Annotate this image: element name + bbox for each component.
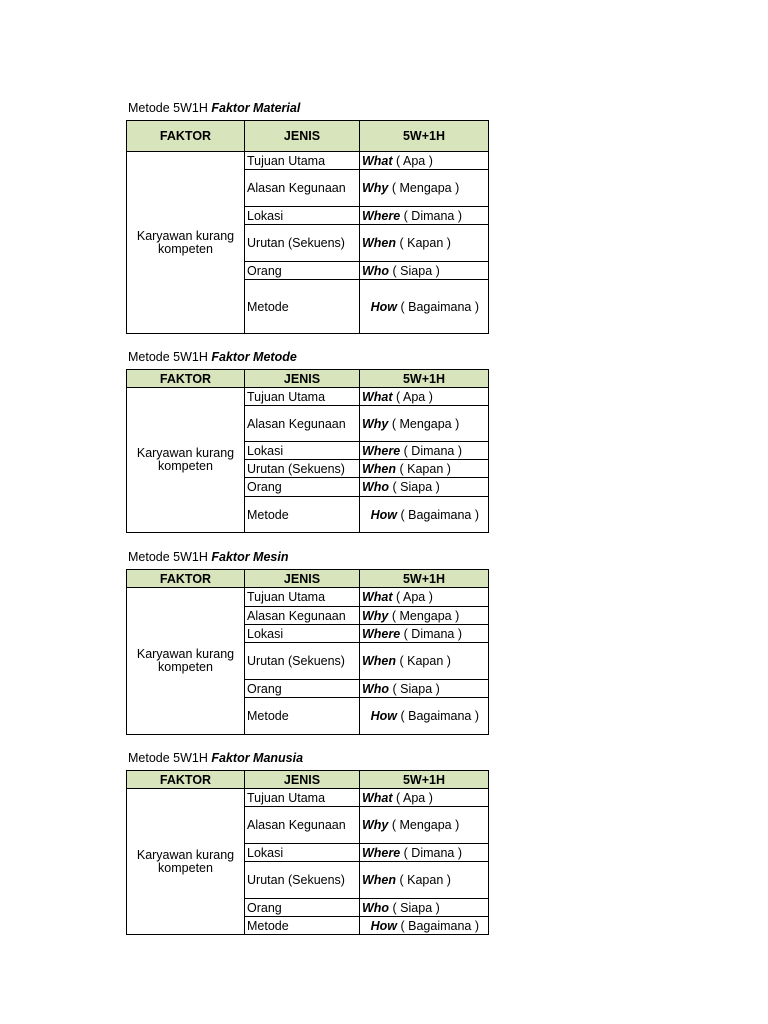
jenis-cell: Metode [245, 280, 360, 334]
header-jenis: JENIS [245, 570, 360, 588]
faktor-cell: Karyawan kurang kompeten [127, 388, 245, 533]
question-word: When [362, 236, 397, 250]
question-word: Where [362, 626, 401, 641]
question-meaning: ( Bagaimana ) [397, 507, 479, 522]
question-cell [360, 170, 489, 207]
question-cell [360, 625, 489, 643]
question-word: When [362, 654, 397, 668]
jenis-cell: Orang [245, 680, 360, 698]
question-meaning: ( Apa ) [392, 790, 433, 805]
section-title [128, 101, 300, 115]
question-word: What [362, 790, 393, 805]
header-jenis: JENIS [245, 771, 360, 789]
question-word: Why [362, 608, 389, 623]
question-word: How [370, 507, 398, 522]
question-word: How [370, 709, 398, 723]
question-meaning: ( Bagaimana ) [397, 918, 479, 933]
question-cell [360, 698, 489, 735]
table-5w1h [126, 770, 489, 935]
faktor-cell: Karyawan kurang kompeten [127, 789, 245, 935]
jenis-cell: Urutan (Sekuens) [245, 225, 360, 262]
faktor-cell: Karyawan kurang kompeten [127, 588, 245, 735]
question-cell [360, 225, 489, 262]
question-meaning: ( Mengapa ) [388, 416, 460, 431]
question-meaning: ( Kapan ) [396, 654, 451, 668]
header-5w1h: 5W+1H [360, 771, 489, 789]
question-word: Why [362, 818, 389, 832]
question-meaning: ( Kapan ) [396, 873, 451, 887]
title-prefix: Metode 5W1H [128, 101, 212, 115]
question-meaning: ( Siapa ) [389, 900, 440, 915]
question-meaning: ( Mengapa ) [388, 181, 460, 195]
jenis-cell: Tujuan Utama [245, 152, 360, 170]
table-5w1h [126, 120, 489, 334]
question-meaning: ( Siapa ) [389, 681, 440, 696]
question-meaning: ( Dimana ) [400, 626, 463, 641]
table-5w1h [126, 569, 489, 735]
title-emphasis: Faktor Metode [211, 350, 297, 364]
header-5w1h: 5W+1H [360, 570, 489, 588]
question-meaning: ( Mengapa ) [388, 818, 460, 832]
question-cell [360, 643, 489, 680]
question-cell [360, 388, 489, 406]
header-5w1h: 5W+1H [360, 370, 489, 388]
question-meaning: ( Apa ) [392, 590, 433, 604]
question-meaning: ( Apa ) [392, 153, 433, 168]
jenis-cell: Metode [245, 497, 360, 533]
question-cell [360, 789, 489, 807]
jenis-cell: Tujuan Utama [245, 388, 360, 406]
question-cell [360, 478, 489, 497]
jenis-cell: Lokasi [245, 442, 360, 460]
question-cell [360, 862, 489, 899]
question-meaning: ( Kapan ) [396, 236, 451, 250]
question-word: Who [362, 480, 390, 494]
jenis-cell: Urutan (Sekuens) [245, 862, 360, 899]
header-faktor: FAKTOR [127, 771, 245, 789]
table-row [127, 789, 489, 807]
question-meaning: ( Dimana ) [400, 845, 463, 860]
question-word: Where [362, 443, 401, 458]
jenis-cell: Tujuan Utama [245, 588, 360, 607]
jenis-cell: Orang [245, 478, 360, 497]
question-meaning: ( Siapa ) [389, 263, 440, 278]
question-cell [360, 680, 489, 698]
title-prefix: Metode 5W1H [128, 550, 212, 564]
question-meaning: ( Dimana ) [400, 443, 463, 458]
title-emphasis: Faktor Manusia [211, 751, 304, 765]
question-cell [360, 917, 489, 935]
table-row [127, 388, 489, 406]
jenis-cell: Alasan Kegunaan [245, 406, 360, 442]
question-cell [360, 442, 489, 460]
question-cell [360, 899, 489, 917]
question-cell [360, 262, 489, 280]
question-meaning: ( Bagaimana ) [397, 709, 479, 723]
jenis-cell: Metode [245, 917, 360, 935]
question-cell [360, 807, 489, 844]
jenis-cell: Metode [245, 698, 360, 735]
section-title [128, 751, 303, 765]
question-word: What [362, 590, 393, 604]
title-prefix: Metode 5W1H [128, 350, 212, 364]
question-cell [360, 207, 489, 225]
jenis-cell: Lokasi [245, 844, 360, 862]
question-word: Why [362, 416, 389, 431]
faktor-cell: Karyawan kurang kompeten [127, 152, 245, 334]
question-word: Who [362, 263, 390, 278]
title-emphasis: Faktor Mesin [211, 550, 289, 564]
header-jenis: JENIS [245, 121, 360, 152]
question-meaning: ( Mengapa ) [388, 608, 460, 623]
question-word: What [362, 153, 393, 168]
jenis-cell: Urutan (Sekuens) [245, 460, 360, 478]
table-row [127, 588, 489, 607]
question-cell [360, 607, 489, 625]
question-word: When [362, 461, 397, 476]
question-cell [360, 844, 489, 862]
question-cell [360, 588, 489, 607]
question-word: Who [362, 900, 390, 915]
jenis-cell: Urutan (Sekuens) [245, 643, 360, 680]
question-word: Where [362, 845, 401, 860]
table-row [127, 152, 489, 170]
question-meaning: ( Apa ) [392, 389, 433, 404]
header-faktor: FAKTOR [127, 370, 245, 388]
question-meaning: ( Bagaimana ) [397, 299, 479, 314]
question-cell [360, 497, 489, 533]
header-5w1h: 5W+1H [360, 121, 489, 152]
question-word: What [362, 389, 393, 404]
question-cell [360, 460, 489, 478]
title-prefix: Metode 5W1H [128, 751, 212, 765]
jenis-cell: Alasan Kegunaan [245, 607, 360, 625]
title-emphasis: Faktor Material [211, 101, 301, 115]
jenis-cell: Tujuan Utama [245, 789, 360, 807]
jenis-cell: Orang [245, 262, 360, 280]
question-meaning: ( Dimana ) [400, 208, 463, 223]
question-word: Who [362, 681, 390, 696]
header-faktor: FAKTOR [127, 570, 245, 588]
table-5w1h [126, 369, 489, 533]
question-meaning: ( Kapan ) [396, 461, 451, 476]
question-cell [360, 152, 489, 170]
question-cell [360, 280, 489, 334]
question-meaning: ( Siapa ) [389, 480, 440, 494]
jenis-cell: Lokasi [245, 207, 360, 225]
question-word: Why [362, 181, 389, 195]
jenis-cell: Orang [245, 899, 360, 917]
question-word: When [362, 873, 397, 887]
jenis-cell: Alasan Kegunaan [245, 807, 360, 844]
jenis-cell: Lokasi [245, 625, 360, 643]
header-jenis: JENIS [245, 370, 360, 388]
section-title [128, 550, 288, 564]
question-cell [360, 406, 489, 442]
header-faktor: FAKTOR [127, 121, 245, 152]
question-word: Where [362, 208, 401, 223]
jenis-cell: Alasan Kegunaan [245, 170, 360, 207]
question-word: How [370, 918, 398, 933]
section-title [128, 350, 297, 364]
question-word: How [370, 299, 398, 314]
